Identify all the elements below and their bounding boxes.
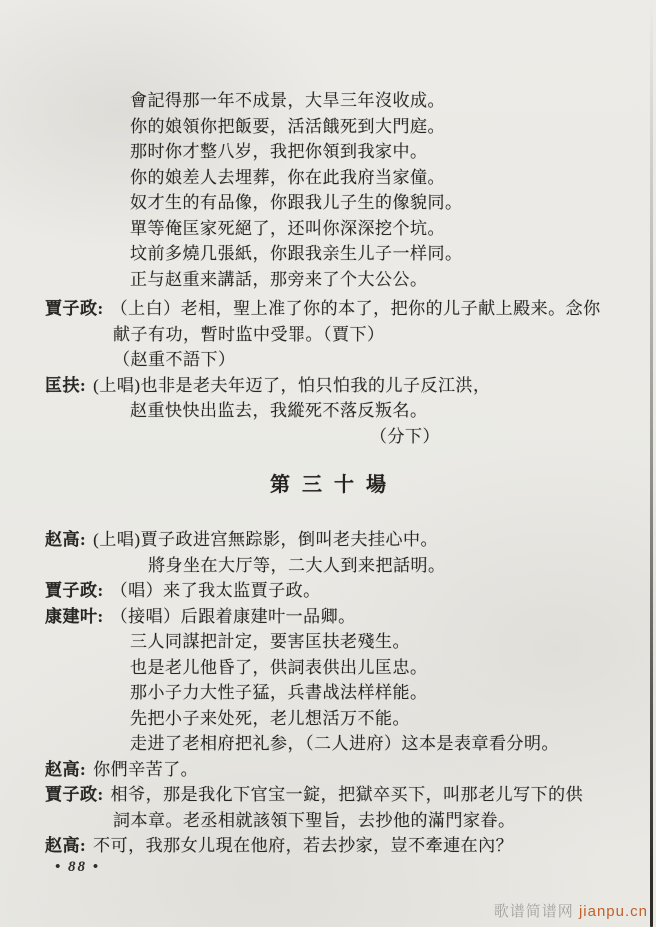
dialogue-text: (上唱)也非是老夫年迈了，怕只怕我的儿子反江洪， [93,375,491,395]
watermark-site-name: 歌谱简谱网 [493,903,574,920]
dialogue-text: 相爷，那是我化下官宝一錠，把獄卒买下，叫那老儿写下的供 [110,785,584,804]
verse-line: 單等俺匡家死絕了，还叫你深深挖个坑。 [130,218,445,238]
stage-direction: （分下） [370,426,440,446]
dialogue-line [45,782,656,808]
speaker-label: 賈子政: [45,581,104,600]
verse-line: 那时你才整八岁，我把你領到我家中。 [130,142,428,161]
speaker-label: 赵高: [45,759,87,779]
dialogue-line: 三人同謀把計定，要害匡扶老殘生。 [130,632,410,651]
verse-line: 坟前多燒几張紙，你跟我亲生儿子一样同。 [130,244,463,263]
dialogue-line: 赵重快快出监去，我縱死不落反叛名。 [130,401,428,420]
scene-heading: 第三十場 [270,474,398,496]
watermark [494,900,648,921]
verse-line: 你的娘差人去埋葬，你在此我府当家僮。 [130,167,445,187]
dialogue-line [45,296,656,322]
dialogue-line [45,833,656,859]
verse-line: 奴才生的有品像，你跟我儿子生的像貌同。 [130,193,463,212]
verse-line: 你的娘領你把飯要，活活餓死到大門庭。 [130,116,445,136]
dialogue-line [45,527,656,553]
dialogue-line [45,373,656,399]
dialogue-text: 不可，我那女儿現在他府，若去抄家，豈不牽連在內？ [93,836,514,855]
verse-line: 正与赵重来講話，那旁来了个大公公。 [130,269,428,289]
page-number: • 88 • [55,859,101,875]
verse-line: 會記得那一年不成景，大旱三年沒收成。 [130,91,445,110]
dialogue-line [45,604,656,630]
dialogue-line: 献子有功，暫时监中受罪。（賈下） [113,324,385,344]
speaker-label: 匡扶: [45,375,87,395]
dialogue-line: 詞本章。老丞相就該領下聖旨，去抄他的滿門家眷。 [113,810,516,830]
dialogue-line [45,757,656,783]
dialogue-text: （上白）老相，聖上准了你的本了，把你的儿子献上殿来。念你 [110,299,601,318]
dialogue-text: （接唱）后跟着康建叶一品卿。 [110,606,356,626]
dialogue-line [45,578,656,604]
speaker-label: 賈子政: [45,299,104,318]
speaker-label: 賈子政: [45,785,104,804]
scan-edge-artifact [650,0,653,927]
dialogue-text: （唱）来了我太监賈子政。 [110,581,321,600]
dialogue-line: 將身坐在大厅等，二大人到来把話明。 [148,555,446,575]
dialogue-line: 那小子力大性子猛，兵書战法样样能。 [130,683,428,702]
dialogue-text: 你們辛苦了。 [93,759,199,779]
dialogue-line: 先把小子来处死，老儿想活万不能。 [130,708,410,728]
watermark-site-url: jianpu.cn [578,903,648,920]
dialogue-line: 也是老儿他昏了，供詞表供出儿匡忠。 [130,657,428,677]
dialogue-line: 走进了老相府把礼参，（二人进府）这本是表章看分明。 [130,734,559,753]
dialogue-text: (上唱)賈子政进宫無踪影，倒叫老夫挂心中。 [93,530,438,549]
speaker-label: 康建叶: [45,606,104,626]
stage-direction: （赵重不語下） [113,350,236,369]
speaker-label: 赵高: [45,530,87,549]
speaker-label: 赵高: [45,836,87,855]
